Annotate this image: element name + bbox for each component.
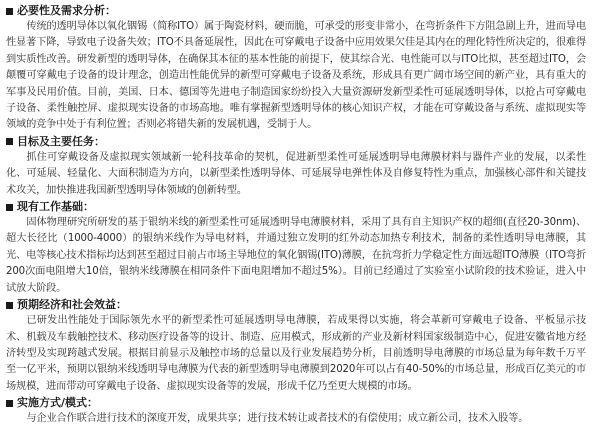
section-benefits xyxy=(5,297,586,395)
square-bullet-icon xyxy=(6,204,13,211)
section-implementation xyxy=(5,395,586,427)
section-goals xyxy=(5,134,586,199)
section-necessity xyxy=(5,3,586,134)
square-bullet-icon xyxy=(6,400,13,407)
section-heading xyxy=(5,3,586,19)
section-body: 传统的透明导体以氧化铟锡（简称ITO）属于陶瓷材料，硬而脆，可承受的形变非常小，在弯折条件下方阻急剧上升，进而导电性显著下降，导致电子设备失效；ITO不具备延展性，因此在可穿戴电子设备中应用效果欠佳是其内在的理化特性所决定的，很难得到实质性改善。研发新型的透明导体，在确保其本征的基本性能的前提下，使其综合光、电性能可以与ITO比拟，甚至超过ITO，会颠覆可穿戴电子设备的设计理念，创造出性能优异的新型可穿戴电子设备及系统，形成具有更广阔市场空间的新产业，具有重大的军事及民用价值。目前，美国、日本、德国等先进电子制造国家纷纷投入大量资源研发新型柔性可延展透明导体，以抢占可穿戴电子设备、柔性触控屏、虚拟现实设备的市场高地。唯有掌握新型透明导体的核心知识产权，才能在可穿戴设备与系统、虚拟现实等领域的竞争中处于有利位置；否则必将错失新的发展机遇，受制于人。 xyxy=(6,21,586,131)
section-foundation xyxy=(5,199,586,297)
heading-text: 预期经济和社会效益： xyxy=(17,298,127,312)
section-body: 抓住可穿戴设备及虚拟现实领域新一轮科技革命的契机，促进新型柔性可延展透明导电薄膜材料与器件产业的发展，以柔性化、可延展、轻量化、大面积制造为方向，以新型柔性透明导体、可延展导电弹性体及自修复特性为重点，加强核心部件和关键技术攻关，加快推进我国新型透明导体领域的创新转型。 xyxy=(6,151,586,196)
square-bullet-icon xyxy=(6,302,13,309)
heading-text: 必要性及需求分析： xyxy=(17,4,116,17)
square-bullet-icon xyxy=(6,138,13,145)
section-body: 与企业合作联合进行技术的深度开发，成果共享；进行技术转让或者技术的有偿使用；成立新公司，技术入股等。 xyxy=(26,413,529,425)
section-heading xyxy=(5,199,586,215)
heading-text: 现有工作基础： xyxy=(17,200,94,214)
section-heading xyxy=(5,297,586,313)
square-bullet-icon xyxy=(6,8,13,15)
heading-text: 实施方式/模式： xyxy=(17,396,99,410)
section-heading xyxy=(5,395,586,411)
heading-text: 目标及主要任务： xyxy=(17,134,105,148)
section-heading xyxy=(5,134,586,150)
section-body: 已研发出性能处于国际领先水平的新型柔性可延展透明导电薄膜，若成果得以实施，将会革新可穿戴电子设备、平板显示技术、机载及车载触控技术、移动医疗设备等的设计、制造、应用模式，形成新的产业及新材料国家级制造中心，促进安徽省地方经济转型及实现跨越式发展。根据目前显示及触控市场的总量以及行业发展趋势分析，目前透明导电薄膜的市场总量为每年数千万平至一亿平米，预期以银纳米线透明导电薄膜为代表的新型透明导电薄膜到2020年可以占有40-50%的市场总量，形成百亿美元的市场规模，进而带动可穿戴电子设备、虚拟现实设备等的发展，形成千亿乃至更大规模的市场。 xyxy=(6,315,586,392)
section-body: 固体物理研究所研发的基于银纳米线的新型柔性可延展透明导电薄膜材料，采用了具有自主知识产权的超细(直径20-30nm)、超大长径比（1000-4000）的银纳米线作为导电材料，并通过独立发明的红外动态加热专利技术，制备的柔性透明导电薄膜，其光、电等核心技术指标均达到甚至超过目前占市场主导地位的氧化铟锡(ITO)薄膜，在抗弯折力学稳定性方面远超ITO薄膜（ITO弯折200次面电阻增大10倍，银纳米线薄膜在相同条件下面电阻增加不超过5%）。目前已经通过了实验室小试阶段的技术验证，进入中试放大阶段。 xyxy=(6,217,586,294)
